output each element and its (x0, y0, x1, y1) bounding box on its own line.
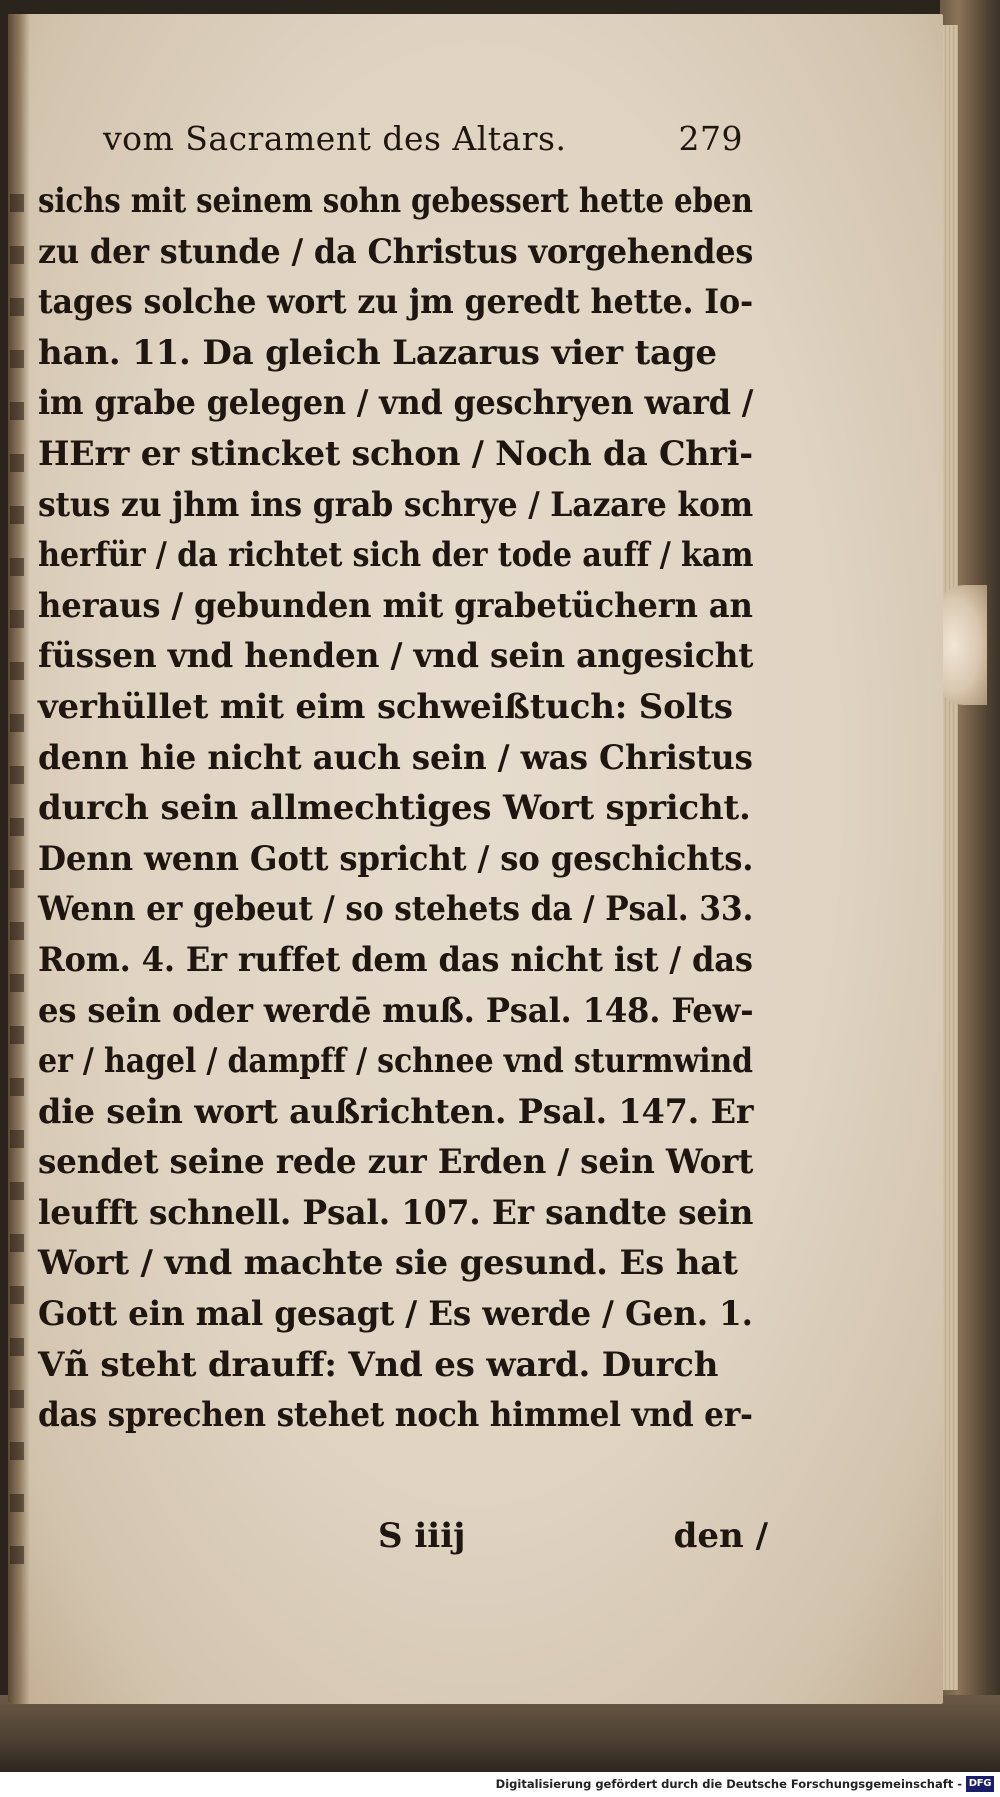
book-page (8, 14, 943, 1704)
text-line: tages solche wort zu jm geredt hette. Io- (38, 282, 753, 323)
text-line: han. 11. Da gleich Lazarus vier tage (38, 332, 717, 373)
text-line: es sein oder werdē muß. Psal. 148. Few- (38, 990, 754, 1031)
text-line: denn hie nicht auch sein / was Christus (38, 737, 753, 778)
catchword: den / (673, 1516, 768, 1556)
signature-mark: S iiij (378, 1516, 466, 1556)
text-line: heraus / gebunden mit grabetüchern an (38, 585, 753, 626)
running-title: vom Sacrament des Altars. (103, 119, 567, 158)
signature-line (378, 1509, 768, 1563)
text-line: herfür / da richtet sich der tode auff / kam (38, 535, 754, 576)
body-text (38, 176, 758, 1441)
text-line: zu der stunde / da Christus vorgehendes (38, 231, 754, 272)
text-line: Denn wenn Gott spricht / so geschichts. (38, 838, 754, 879)
page-text-block (8, 14, 943, 1704)
text-line: Wenn er gebeut / so stehets da / Psal. 33. (38, 889, 754, 930)
text-line: sichs mit seinem sohn gebessert hette eben (38, 181, 753, 221)
text-line: durch sein allmechtiges Wort spricht. (38, 788, 751, 829)
text-line: HErr er stincket schon / Noch da Chri- (38, 433, 753, 474)
text-line: er / hagel / dampff / schnee vnd sturmwind (38, 1041, 753, 1082)
text-line: verhüllet mit eim schweißtuch: Solts (38, 686, 733, 727)
footer-bar (0, 1772, 1000, 1797)
page-number: 279 (678, 119, 743, 158)
text-line: Wort / vnd machte sie gesund. Es hat (38, 1243, 738, 1284)
text-line: das sprechen stehet noch himmel vnd er- (38, 1395, 753, 1436)
running-header (103, 114, 743, 164)
funding-credit: Digitalisierung gefördert durch die Deutsche Forschungsgemeinschaft - (495, 1777, 962, 1791)
text-line: stus zu jhm ins grab schrye / Lazare kom (38, 484, 754, 525)
text-line: sendet seine rede zur Erden / sein Wort (38, 1142, 754, 1183)
dfg-logo: DFG (966, 1776, 994, 1792)
text-line: füssen vnd henden / vnd sein angesicht (38, 636, 754, 677)
text-line: Vñ steht drauff: Vnd es ward. Durch (38, 1344, 719, 1385)
book-cover-bottom (0, 1695, 1000, 1772)
text-line: die sein wort außrichten. Psal. 147. Er (38, 1091, 754, 1132)
text-line: leufft schnell. Psal. 107. Er sandte sein (38, 1192, 754, 1233)
text-line: im grabe gelegen / vnd geschryen ward / (38, 383, 754, 424)
text-line: Rom. 4. Er ruffet dem das nicht ist / das (38, 939, 753, 980)
text-line: Gott ein mal gesagt / Es werde / Gen. 1. (38, 1294, 753, 1335)
